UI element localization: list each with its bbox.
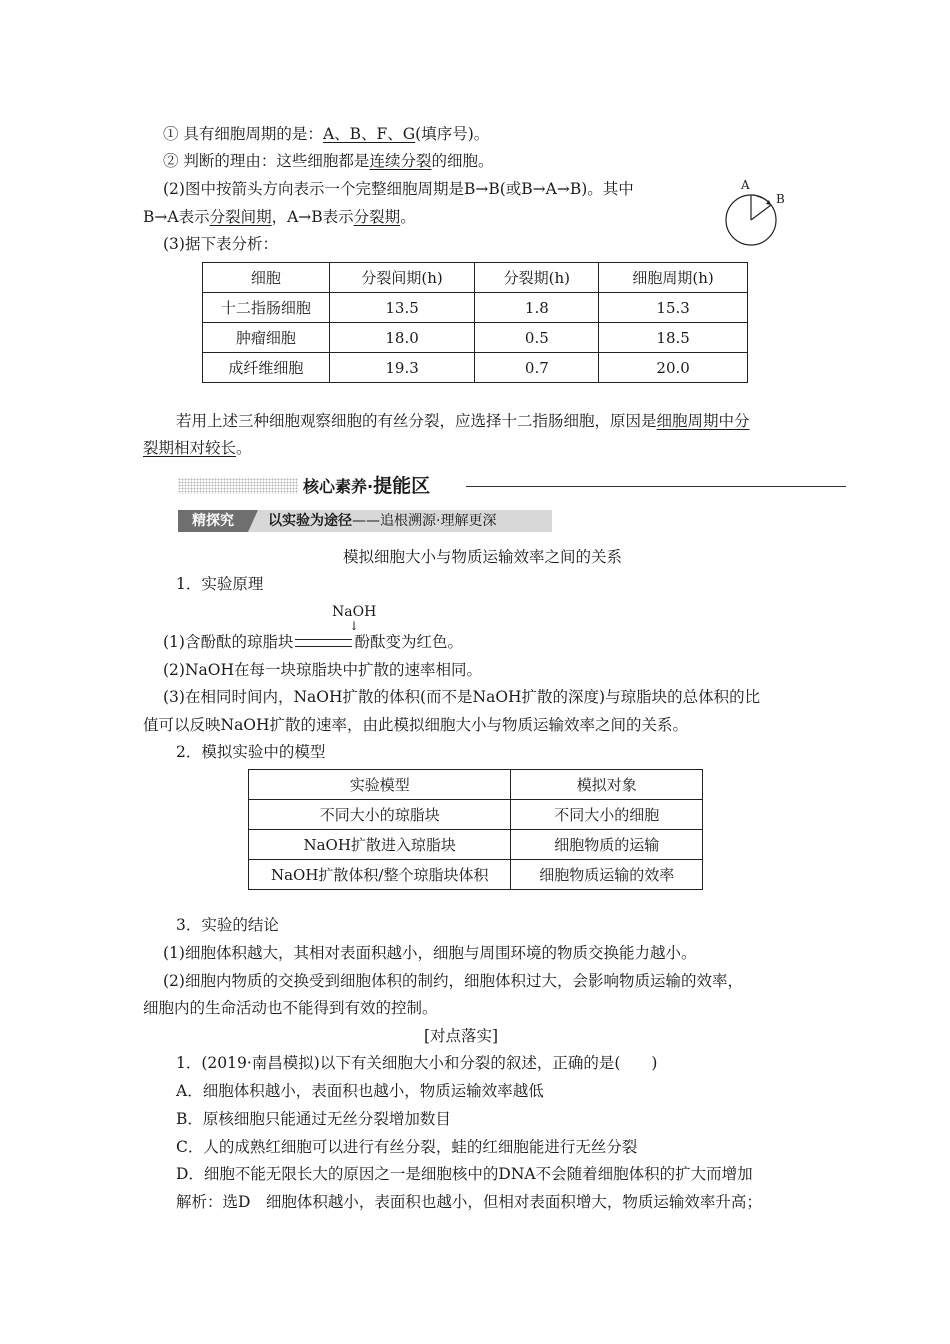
principle-1: (1)含酚酞的琼脂块 酚酞变为红色。 [163,633,463,651]
conclusion-line1: 若用上述三种细胞观察细胞的有丝分裂，应选择十二指肠细胞，原因是细胞周期中分 [176,412,750,430]
cell-cycle-diagram [718,175,798,250]
mitosis-answer: 分裂期 [353,208,401,226]
option-b: B．原核细胞只能通过无丝分裂增加数目 [176,1110,451,1128]
table-cell: 十二指肠细胞 [203,293,330,323]
conclusion-line2: 裂期相对较长。 [143,439,252,457]
table-cell: 1.8 [475,293,599,323]
result-2-line1: (2)细胞内物质的交换受到细胞体积的制约，细胞体积过大，会影响物质运输的效率， [163,972,743,990]
naoh-label: NaOH [332,604,377,620]
q2-answer: 连续分裂 [369,152,432,170]
label-b: B [776,192,785,206]
p2-line1: (2)图中按箭头方向表示一个完整细胞周期是B→B(或B→A→B)。其中 [163,180,634,198]
p3-line: (3)据下表分析： [163,235,278,253]
option-a: A．细胞体积越小，表面积也越小，物质运输效率越低 [176,1082,544,1100]
principle-3-line1: (3)在相同时间内，NaOH扩散的体积(而不是NaOH扩散的深度)与琼脂块的总体积的比 [163,688,761,706]
header-dots [178,478,298,494]
practice-heading: [对点落实] [424,1027,499,1045]
table-cell: 细胞物质运输的效率 [511,860,703,890]
table-cell: 细胞物质的运输 [511,830,703,860]
table-row [249,860,703,890]
section-heading: 1．实验原理 [176,575,264,593]
table-cell: 肿瘤细胞 [203,323,330,353]
table-header: 实验模型 [249,770,511,800]
table-row [203,323,748,353]
table-header-row [249,770,703,800]
table-cell: 0.5 [475,323,599,353]
section-heading: 3．实验的结论 [176,916,279,934]
table-header: 分裂期(h) [475,263,599,293]
table-header-row [203,263,748,293]
table-cell: 18.0 [329,323,475,353]
table-cell: 18.5 [599,323,748,353]
cycle-arrow [757,196,769,203]
equals-arrow-icon [295,639,352,647]
table-cell: 13.5 [329,293,475,323]
table-cell: NaOH扩散进入琼脂块 [249,830,511,860]
label-a: A [741,178,750,192]
practice-question: 1．(2019·南昌模拟)以下有关细胞大小和分裂的叙述，正确的是( ) [176,1054,658,1072]
table-header: 细胞周期(h) [599,263,748,293]
result-1: (1)细胞体积越大，其相对表面积越小，细胞与周围环境的物质交换能力越小。 [163,944,697,962]
section-title: 核心素养·提能区 [303,475,431,497]
header-rule [466,486,846,487]
practice-analysis: 解析：选D 细胞体积越小，表面积也越小，但相对表面积增大，物质运输效率升高； [176,1193,762,1211]
table-header: 细胞 [203,263,330,293]
table-cell: 不同大小的细胞 [511,800,703,830]
table-cell: 成纤维细胞 [203,353,330,383]
table-row [203,353,748,383]
p2-line2: B→A表示分裂间期，A→B表示分裂期。 [143,208,416,226]
table-cell: 不同大小的琼脂块 [249,800,511,830]
q1-line: ① 具有细胞周期的是：A、B、F、G(填序号)。 [163,125,490,143]
table-header: 分裂间期(h) [329,263,475,293]
q1-answer: A、B、F、G [322,125,416,143]
table-cell: 0.7 [475,353,599,383]
subheader-tag: 精探究 [178,510,248,532]
principle-2: (2)NaOH在每一块琼脂块中扩散的速率相同。 [163,661,482,679]
table-cell: 15.3 [599,293,748,323]
table-row [249,800,703,830]
conclusion-answer-part1: 细胞周期中分 [656,412,750,430]
table-row [249,830,703,860]
cell-cycle-table [202,262,748,383]
section-heading: 2．模拟实验中的模型 [176,743,326,761]
table-header: 模拟对象 [511,770,703,800]
table-cell: NaOH扩散体积/整个琼脂块体积 [249,860,511,890]
table-cell: 20.0 [599,353,748,383]
subheader-text: 以实验为途径——追根溯源·理解更深 [268,513,497,529]
radius-b [751,205,771,220]
q2-line: ② 判断的理由：这些细胞都是连续分裂的细胞。 [163,152,494,170]
table-cell: 19.3 [329,353,475,383]
option-d: D．细胞不能无限长大的原因之一是细胞核中的DNA不会随着细胞体积的扩大而增加 [176,1165,753,1183]
conclusion-answer-part2: 裂期相对较长 [143,439,237,457]
result-2-line2: 细胞内的生命活动也不能得到有效的控制。 [143,999,438,1017]
option-c: C．人的成熟红细胞可以进行有丝分裂，蛙的红细胞能进行无丝分裂 [176,1138,638,1156]
model-table [248,769,703,890]
principle-3-line2: 值可以反映NaOH扩散的速率，由此模拟细胞大小与物质运输效率之间的关系。 [143,716,689,734]
table-row [203,293,748,323]
tag-slant [248,510,258,532]
experiment-title: 模拟细胞大小与物质运输效率之间的关系 [343,548,623,566]
interphase-answer: 分裂间期 [209,208,272,226]
down-arrow-icon: ↓ [349,619,360,633]
